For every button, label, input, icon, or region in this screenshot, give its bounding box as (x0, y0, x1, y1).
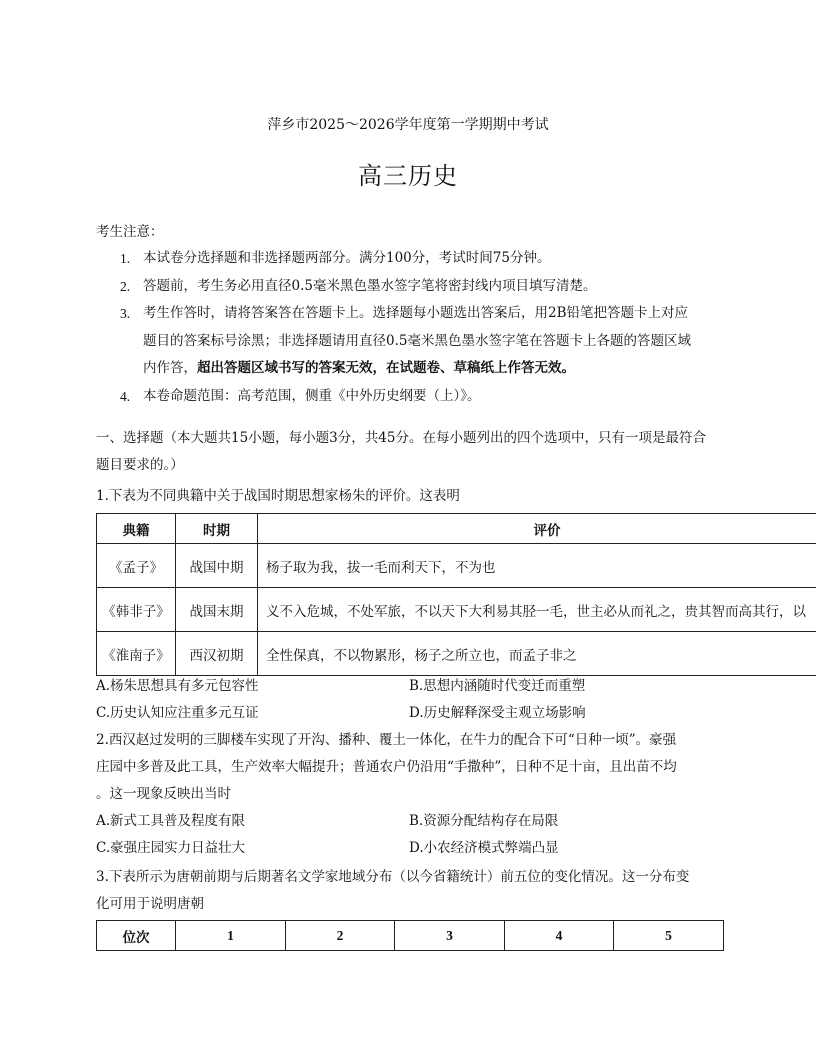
question-2-line: 。这一现象反映出当时 (96, 786, 231, 802)
notice-item-2 (96, 273, 726, 301)
section-heading-line: 题目要求的。） (96, 457, 184, 473)
question-3-table (96, 920, 724, 951)
option-row (96, 700, 726, 727)
subject-title: 高三历史 (358, 162, 458, 190)
table-cell: 战国末期 (176, 588, 258, 632)
table-cell: 杨子取为我，拔一毛而利天下，不为也 (258, 544, 816, 588)
question-3-stem (96, 864, 726, 918)
section-heading-line: 一、选择题（本大题共15小题，每小题3分，共45分。在每小题列出的四个选项中，只有一项是最符合 (96, 430, 706, 446)
option-b: B.资源分配结构存在局限 (409, 813, 559, 829)
notice-text-line: 题目的答案标号涂黑；非选择题请用直径0.5毫米黑色墨水签字笔在答题卡上各题的答题区域 (143, 332, 691, 349)
option-d: D.小农经济模式弊端凸显 (409, 840, 559, 856)
option-c: C.历史认知应注重多元互证 (96, 705, 259, 721)
table-cell: 西汉初期 (176, 632, 258, 676)
question-1-options (96, 673, 726, 727)
table-cell: 《淮南子》 (97, 632, 176, 676)
table-header-row (97, 921, 724, 951)
notice-text-line: 考生作答时，请将答案答在答题卡上。选择题每小题选出答案后，用2B铅笔把答题卡上对应 (143, 305, 689, 321)
table-header-cell: 5 (614, 921, 724, 951)
notice-text-bold: 超出答题区域书写的答案无效，在试题卷、草稿纸上作答无效。 (197, 360, 575, 376)
option-d: D.历史解释深受主观立场影响 (409, 705, 586, 721)
table-header-cell: 4 (505, 921, 614, 951)
question-1-table (96, 513, 816, 676)
table-cell: 《孟子》 (97, 544, 176, 588)
notice-number: 1. (120, 251, 131, 266)
question-2-line: 2.西汉赵过发明的三脚楼车实现了开沟、播种、覆土一体化，在牛力的配合下可“日种一顷”。豪强 (96, 732, 677, 748)
table-cell: 全性保真，不以物累形，杨子之所立也，而孟子非之 (258, 632, 816, 676)
notice-text-plain: 内作答， (143, 360, 197, 376)
notice-number: 2. (120, 278, 131, 294)
notice-item-1 (96, 245, 726, 273)
table-header-cell: 评价 (258, 514, 816, 544)
question-2-line: 庄园中多普及此工具，生产效率大幅提升；普通农户仍沿用“手撒种”，日种不足十亩，且出苗不均 (96, 759, 677, 775)
question-2-options (96, 808, 726, 862)
table-row (97, 588, 816, 632)
notice-list (96, 245, 726, 410)
notice-text: 答题前，考生务必用直径0.5毫米黑色墨水签字笔将密封线内项目填写清楚。 (143, 277, 597, 294)
option-c: C.豪强庄园实力日益壮大 (96, 840, 246, 856)
notice-text: 本卷命题范围：高考范围，侧重《中外历史纲要（上）》。 (143, 387, 481, 404)
notice-item-4 (96, 383, 726, 411)
question-3-line: 3.下表所示为唐朝前期与后期著名文学家地域分布（以今省籍统计）前五位的变化情况。这一分布变 (96, 869, 690, 885)
question-2-stem (96, 727, 726, 808)
question-1-stem: 1.下表为不同典籍中关于战国时期思想家杨朱的评价。这表明 (96, 488, 460, 504)
option-row (96, 835, 726, 862)
table-cell: 战国中期 (176, 544, 258, 588)
notice-text: 本试卷分选择题和非选择题两部分。满分100分，考试时间75分钟。 (143, 250, 551, 266)
notice-text-line (143, 355, 726, 383)
notice-heading: 考生注意： (96, 224, 164, 240)
table-row (97, 632, 816, 676)
exam-title: 萍乡市2025～2026学年度第一学期期中考试 (267, 117, 549, 133)
table-header-cell: 位次 (97, 921, 176, 951)
question-3-line: 化可用于说明唐朝 (96, 896, 204, 912)
table-header-cell: 2 (286, 921, 395, 951)
notice-number: 4. (120, 388, 131, 404)
option-row (96, 808, 726, 835)
table-row (97, 544, 816, 588)
option-a: A.杨朱思想具有多元包容性 (96, 678, 259, 694)
table-header-row (97, 514, 816, 544)
option-b: B.思想内涵随时代变迁而重塑 (409, 678, 586, 694)
table-cell: 《韩非子》 (97, 588, 176, 632)
table-header-cell: 时期 (176, 514, 258, 544)
table-header-cell: 1 (176, 921, 286, 951)
table-cell: 义不入危城，不处军旅，不以天下大利易其胫一毛，世主必从而礼之，贵其智而高其行，以 (258, 588, 816, 632)
option-a: A.新式工具普及程度有限 (96, 813, 246, 829)
option-row (96, 673, 726, 700)
notice-number: 3. (120, 306, 131, 321)
table-header-cell: 典籍 (97, 514, 176, 544)
section-heading (96, 425, 726, 479)
table-header-cell: 3 (395, 921, 505, 951)
notice-item-3 (96, 300, 726, 383)
